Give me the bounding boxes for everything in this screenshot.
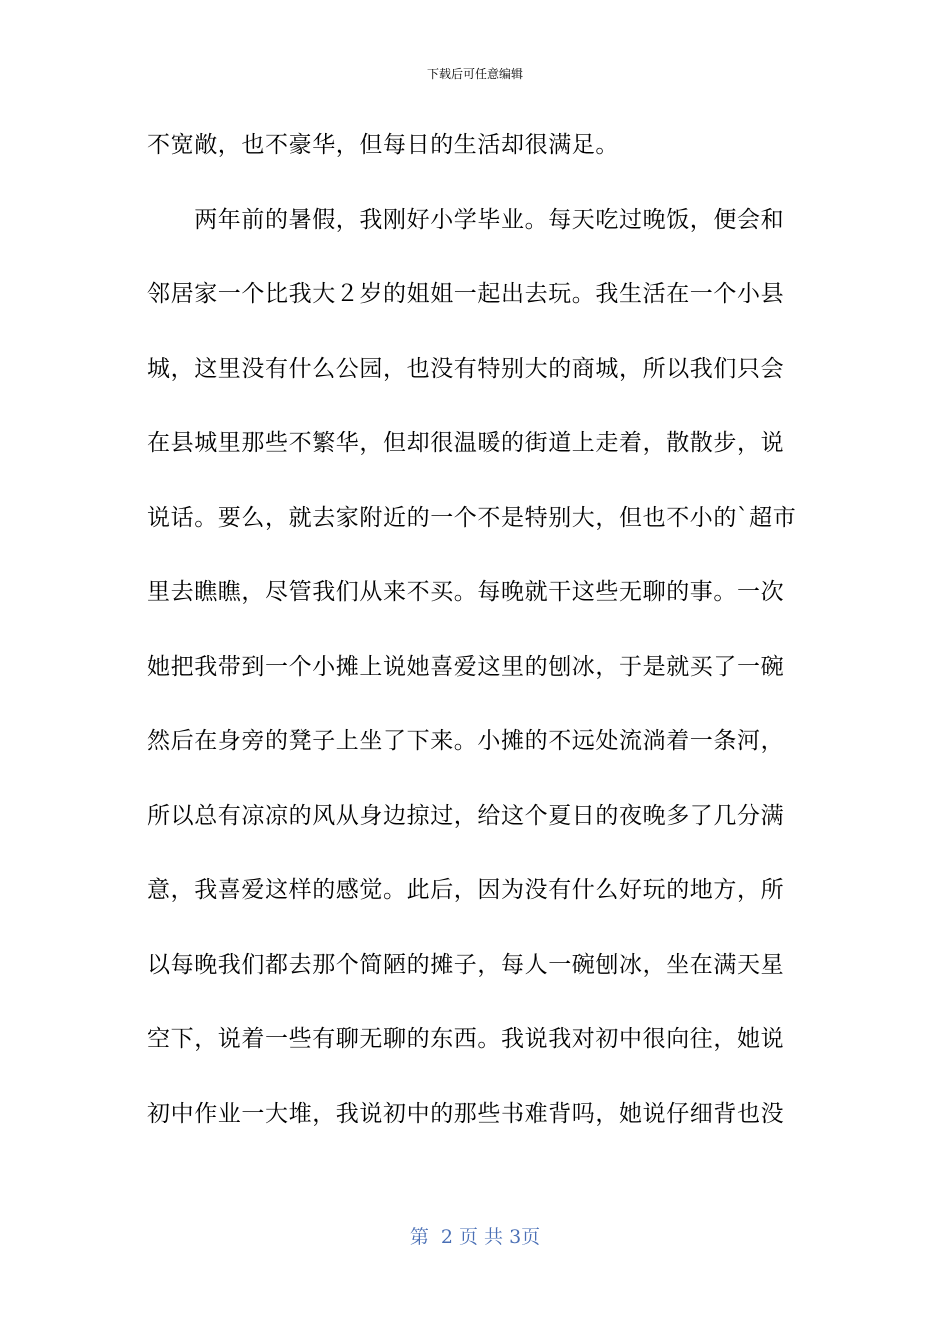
- document-body: [147, 119, 807, 1162]
- text-line: 空下，说着一些有聊无聊的东西。我说我对初中很向往，她说: [147, 1026, 785, 1052]
- text-line: 以每晚我们都去那个简陋的摊子，每人一碗刨冰，坐在满天星: [147, 951, 785, 978]
- text-line: 在县城里那些不繁华，但却很温暖的街道上走着，散散步，说: [147, 430, 785, 456]
- text-line: 意，我喜爱这样的感觉。此后，因为没有什么好玩的地方，所: [147, 877, 785, 903]
- page-number-footer: 第 2 页 共 3页: [409, 1226, 541, 1248]
- text-line: 她把我带到一个小摊上说她喜爱这里的刨冰，于是就买了一碗: [147, 653, 785, 680]
- text-line: 说话。要么，就去家附近的一个不是特别大，但也不小的`超市: [147, 504, 797, 531]
- text-line: 不宽敞，也不豪华，但每日的生活却很满足。: [147, 132, 619, 158]
- page-header: 下载后可任意编辑: [426, 67, 523, 81]
- text-line: 邻居家一个比我大２岁的姐姐一起出去玩。我生活在一个小县: [147, 281, 785, 307]
- text-line: 里去瞧瞧，尽管我们从来不买。每晚就干这些无聊的事。一次: [147, 579, 785, 605]
- text-line: 初中作业一大堆，我说初中的那些书难背吗，她说仔细背也没: [147, 1100, 785, 1127]
- text-line: 城，这里没有什么公园，也没有特别大的商城，所以我们只会: [147, 355, 785, 382]
- text-line: 然后在身旁的凳子上坐了下来。小摊的不远处流淌着一条河，: [147, 728, 785, 754]
- text-line: 两年前的暑假，我刚好小学毕业。每天吃过晚饭，便会和: [147, 206, 785, 233]
- text-line: 所以总有凉凉的风从身边掠过，给这个夏日的夜晚多了几分满: [147, 802, 785, 829]
